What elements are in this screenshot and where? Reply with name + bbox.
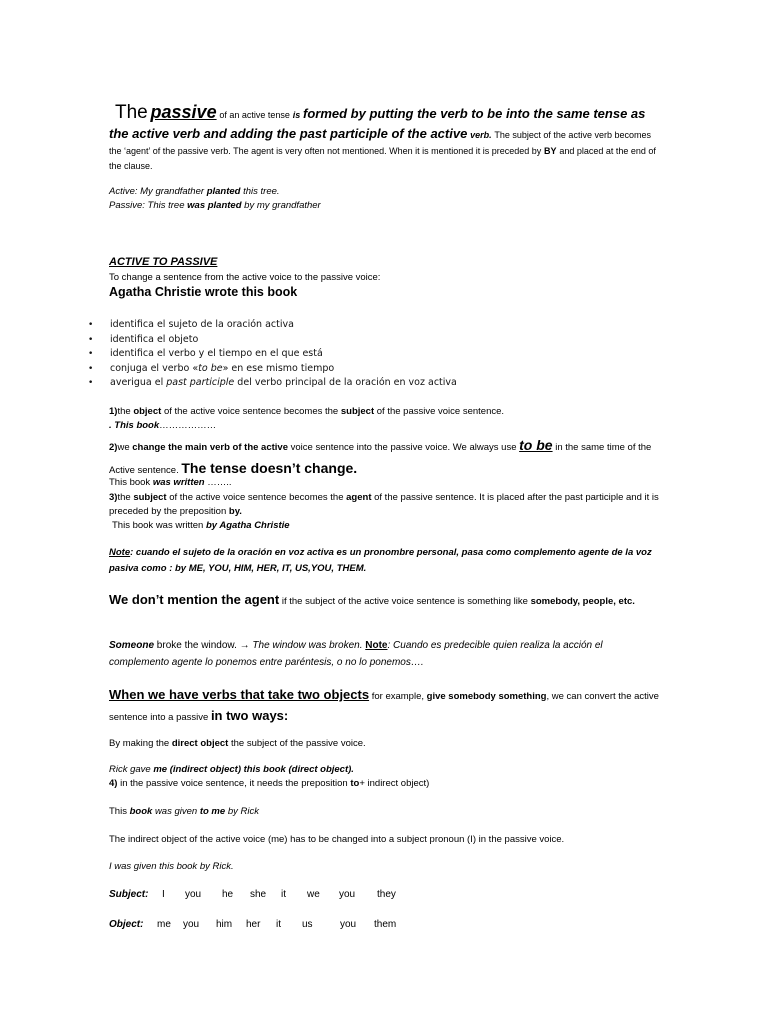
indirect-line: The indirect object of the active voice (me) has to be changed into a subject pronoun (I) in the passive voice. [109,834,565,845]
intro-verb: verb. [470,130,492,140]
subject-pronoun: you [185,889,202,900]
intro-lead: formed by putting the verb to be into the same tense as the active verb and adding the past participle of the active [109,106,646,141]
note-pronoun-text: : cuando el sujeto de la oración en voz activa es un pronombre personal, pasa como complemento agente de la voz pasiva como : by ME, YOU, HIM, HER, IT, US,YOU, THEM. [109,547,652,574]
bullet-dot: • [88,334,94,345]
step-1-a: the [117,406,131,417]
step-2-example-a: This book [109,477,151,488]
example-passive-bold: was planted [187,200,242,211]
intro-of-active: of an active tense [219,110,290,120]
bullet-italic: to be [198,362,223,374]
bullet-text: identifica el sujeto de la oración activa [110,319,294,330]
object-pronoun: us [302,919,313,930]
intro-by: BY [544,146,557,156]
two-objects-d: in two ways: [210,708,289,723]
object-pronoun: him [216,919,233,930]
someone-c: The window was broken. [252,640,363,651]
agent-text: if the subject of the active voice sentence is something like [281,596,528,607]
steps-bullet-list [88,318,457,391]
step-3-c: of the active voice sentence becomes the [169,492,344,503]
step-3-a: the [117,492,131,503]
step-3-by: by. [228,506,242,517]
object-pronoun: me [157,919,171,930]
bullet-text: conjuga el verbo « [110,362,199,374]
rick-to: to [350,778,360,789]
step-1-example [109,418,669,433]
bullet-text-post: del verbo principal de la oración en voz activa [234,377,457,388]
given-e: by Rick [227,806,259,817]
step-2-c: voice sentence into the passive voice. We always use [290,442,517,453]
step-2-tense: The tense doesn’t change. [181,460,358,476]
bullet-italic: past participle [166,377,235,388]
example-active [109,185,669,199]
bullet-dot: • [88,378,94,388]
section-example: Agatha Christie wrote this book [109,285,298,299]
step-3-number: 3) [109,492,118,503]
step-3-b: subject [133,492,167,503]
step-2-example-b: was written [152,477,205,488]
arrow-right-icon: → [239,640,250,651]
section-sub: To change a sentence from the active voice to the passive voice: [109,272,381,283]
given-b: book [129,806,153,817]
step-3-example-b: by Agatha Christie [205,520,290,531]
bullet-item [88,376,457,391]
section-heading: ACTIVE TO PASSIVE [109,256,218,268]
two-objects-paragraph [109,685,664,727]
step-3-example [112,518,672,533]
agent-bold: somebody, people, etc. [530,596,635,607]
intro-is: is [292,110,301,120]
agent-paragraph [109,591,661,610]
bullet-dot: • [88,363,94,374]
example-passive-post: by my grandfather [244,200,321,211]
bullet-dot: • [88,349,94,359]
rick-step-4 [109,776,669,791]
direct-b: direct object [171,738,229,749]
step-2-number: 2) [109,442,118,453]
example-passive-pre: Passive: This tree [109,200,185,211]
rick-d: + indirect object) [359,778,430,789]
subject-pronouns-row [109,887,509,902]
subject-pronoun: we [307,889,320,900]
rick-b: me (indirect object) this book (direct object). [153,764,354,775]
bullet-item [88,347,457,362]
rick-a: Rick gave [109,764,151,775]
step-2-b: change the main verb of the active [132,442,288,453]
step-2-example [109,475,669,490]
bullet-dot: • [88,320,94,330]
example-active-bold: planted [206,186,241,197]
subject-pronoun: she [250,889,267,900]
object-label: Object: [109,919,144,930]
bullet-text: identifica el verbo y el tiempo en el que está [110,348,323,359]
subject-pronoun: he [222,889,234,900]
step-2-to-be: to be [519,437,553,453]
direct-c: the subject of the passive voice. [230,738,366,749]
direct-object-line [109,736,669,751]
subject-pronoun: they [377,889,396,900]
bullet-text: averigua el [110,377,167,388]
bullet-text: identifica el objeto [110,333,199,345]
rick-c: in the passive voice sentence, it needs the preposition [120,778,348,789]
given-c: was given [154,806,198,817]
rick-step-4-number: 4) [109,778,118,789]
bullet-text-post: » en ese mismo tiempo [222,362,335,374]
object-pronouns-row [109,917,509,932]
bullet-item [88,318,457,333]
object-pronoun: you [340,919,357,930]
bullet-item [88,333,457,348]
subject-label: Subject: [109,889,149,900]
intro-the: The [115,102,148,123]
intro-rest: The subject of the active verb becomes the ‘agent’ of the passive verb. The agent is very often not mentioned. When it is mentioned it is preceded by [109,130,651,156]
given-a: This [109,806,127,817]
two-objects-c: , we can convert the active sentence into a passive [109,691,659,723]
object-pronoun: you [183,919,200,930]
agent-lead: We don’t mention the agent [109,592,280,607]
step-1-number: 1) [109,406,118,417]
step-1-example-dots: ……………… [159,420,217,431]
step-1-c: of the active voice sentence becomes the [163,406,339,417]
two-objects-a: for example, [371,691,424,702]
step-1 [109,404,669,419]
subject-pronoun: I [162,889,165,900]
step-2-a: we [117,442,130,453]
rick-line [109,762,669,777]
note-pronoun [109,545,661,577]
given-d: to me [199,806,226,817]
someone-b: broke the window. [156,640,237,651]
someone-paragraph [109,637,664,671]
object-pronoun: it [276,919,281,930]
step-1-example-bold: . This book [109,420,160,431]
subject-pronoun: you [339,889,356,900]
given-line [109,804,669,819]
someone-a: Someone [109,640,155,651]
step-2-example-dots: …….. [207,477,232,488]
example-active-pre: Active: My grandfather [109,186,205,197]
step-3-d: agent [346,492,372,503]
intro-rest2: and placed at the end of the clause. [109,146,656,171]
two-objects-b: give somebody something [426,691,547,702]
example-passive [109,199,669,213]
step-3-example-a: This book was written [112,520,204,531]
object-pronoun: her [246,919,261,930]
step-3-e: of the passive sentence. It is placed after the past participle and it is preceded by the preposition [109,492,659,517]
step-3 [109,491,664,519]
note-pronoun-label: Note [109,547,131,558]
object-pronoun: them [374,919,397,930]
step-1-b: object [133,406,162,417]
step-1-d: subject [340,406,375,417]
bullet-item [88,362,457,377]
intro-paragraph [109,104,664,174]
two-objects-lead: When we have verbs that take two objects [109,687,370,702]
intro-passive: passive [150,102,217,122]
someone-note-label: Note [365,640,388,651]
subject-pronoun: it [281,889,286,900]
step-2-d: in the same time of the Active sentence. [109,442,652,476]
someone-d: : Cuando es predecible quien realiza la acción el complemento agente lo ponemos entre paréntesis, o no lo ponemos…. [109,640,603,668]
i-was-given-line: I was given this book by Rick. [109,861,234,872]
example-active-post: this tree. [243,186,280,197]
direct-a: By making the [109,738,170,749]
step-1-e: of the passive voice sentence. [376,406,505,417]
